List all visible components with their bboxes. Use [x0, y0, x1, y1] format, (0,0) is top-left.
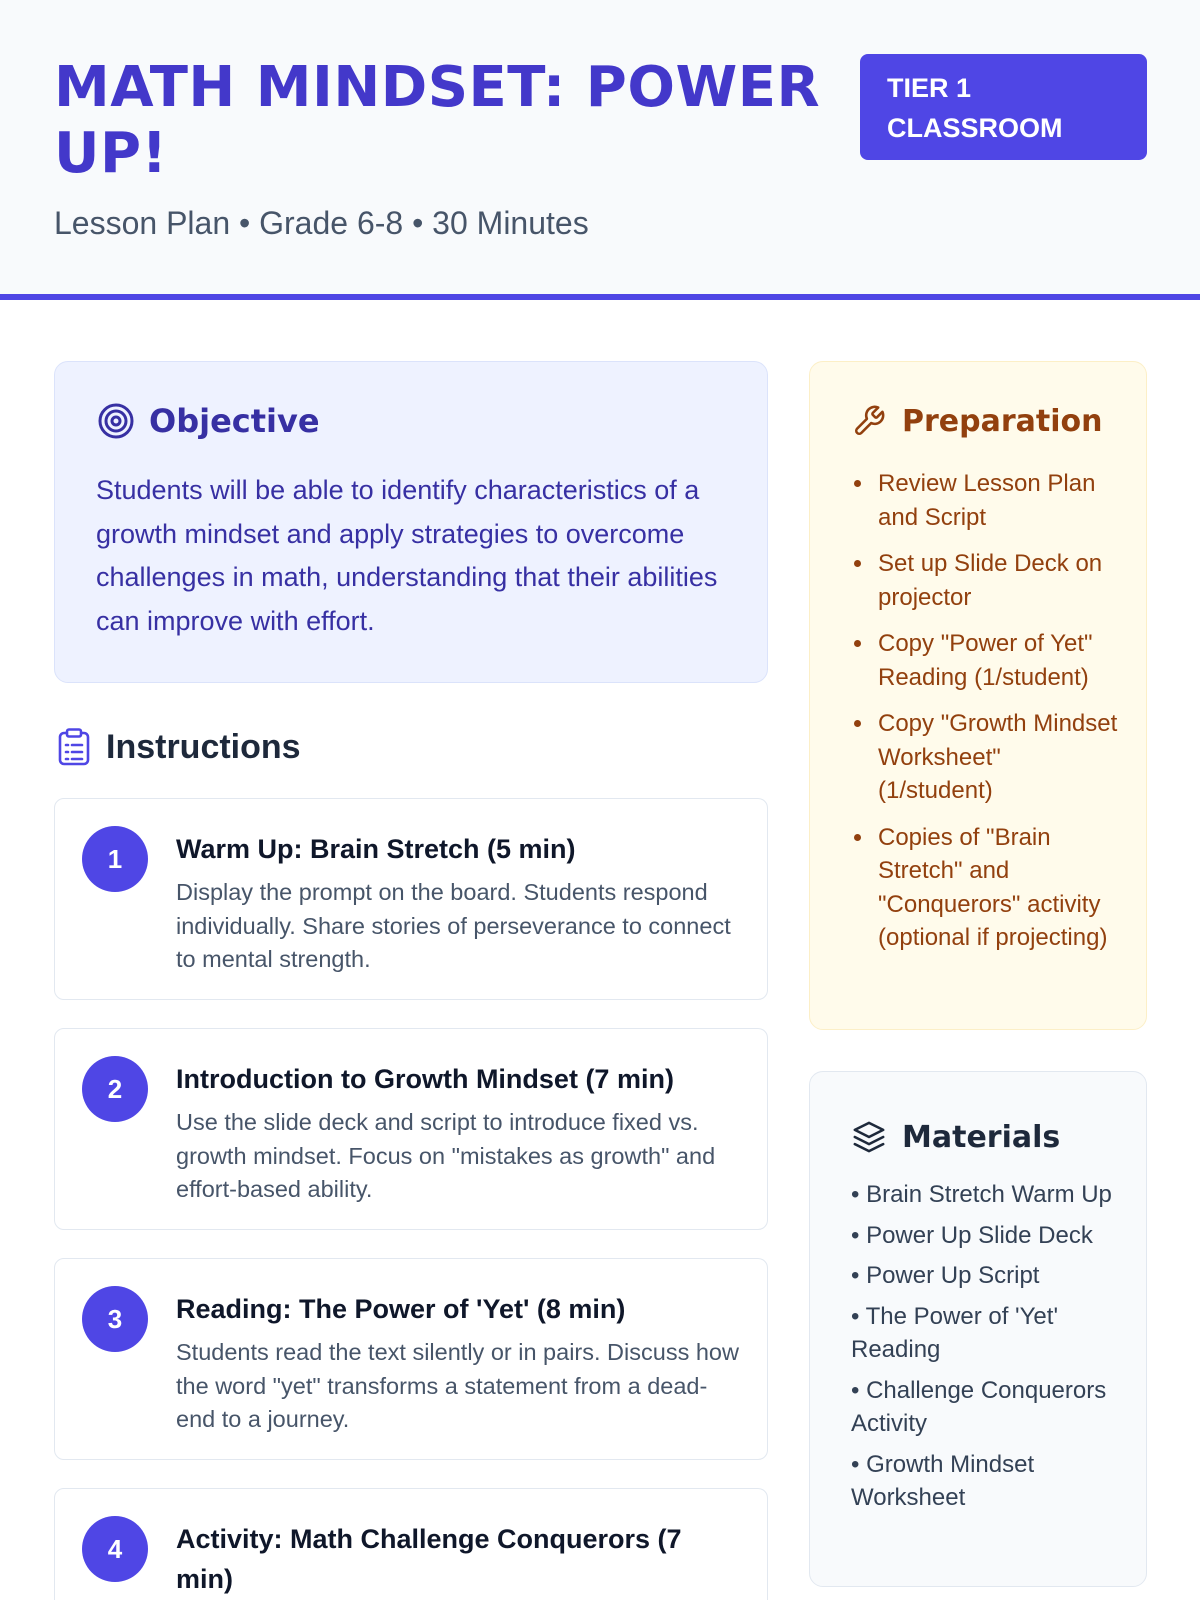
- list-item: • Brain Stretch Warm Up: [851, 1181, 1112, 1208]
- step-title: Introduction to Growth Mindset (7 min): [176, 1064, 674, 1094]
- instruction-step: [54, 1258, 768, 1460]
- objective-header: [97, 402, 320, 440]
- list-item: • Power Up Slide Deck: [851, 1221, 1093, 1249]
- step-title: Reading: The Power of 'Yet' (8 min): [176, 1294, 626, 1324]
- materials-card: [809, 1071, 1147, 1587]
- materials-heading: Materials: [902, 1119, 1061, 1155]
- clipboard-icon: [56, 727, 92, 767]
- preparation-list: [851, 467, 1121, 968]
- list-item: Copy "Power of Yet" Reading (1/student): [851, 627, 1121, 694]
- list-item: Copies of "Brain Stretch" and "Conquerors" activity (optional if projecting): [851, 821, 1121, 955]
- list-item: Copy "Growth Mindset Worksheet" (1/student): [851, 707, 1121, 808]
- step-title: Activity: Math Challenge Conquerors (7 min): [176, 1524, 682, 1594]
- preparation-heading: Preparation: [902, 403, 1103, 439]
- target-icon: [97, 402, 135, 440]
- list-item: • Challenge Conquerors Activity: [851, 1376, 1107, 1437]
- page-subtitle: Lesson Plan • Grade 6-8 • 30 Minutes: [54, 205, 589, 241]
- preparation-card: [809, 361, 1147, 1030]
- instruction-step: [54, 1488, 768, 1600]
- step-description: Display the prompt on the board. Students respond individually. Share stories of perseverance to connect to mental strength.: [176, 879, 731, 972]
- list-item: • Growth Mindset Worksheet: [851, 1450, 1035, 1511]
- list-item: Review Lesson Plan and Script: [851, 467, 1121, 534]
- materials-header: [850, 1118, 1060, 1156]
- step-description: Use the slide deck and script to introduce fixed vs. growth mindset. Focus on "mistakes as growth" and effort-based ability.: [176, 1109, 716, 1202]
- wrench-icon: [850, 402, 888, 440]
- objective-heading: Objective: [149, 402, 320, 440]
- step-number-badge: 2: [82, 1056, 148, 1122]
- instructions-heading: Instructions: [106, 727, 301, 766]
- objective-text: Students will be able to identify characteristics of a growth mindset and apply strategies to overcome challenges in math, understanding that their abilities can improve with effort.: [96, 475, 718, 636]
- tier-badge: TIER 1 CLASSROOM: [860, 54, 1147, 160]
- page-title: MATH MINDSET: POWER UP!: [54, 55, 821, 186]
- layers-icon: [850, 1118, 888, 1156]
- step-number-badge: 1: [82, 826, 148, 892]
- list-item: • Power Up Script: [851, 1262, 1040, 1289]
- list-item: • The Power of 'Yet' Reading: [851, 1302, 1059, 1363]
- objective-card: [54, 361, 768, 683]
- page-header: [0, 0, 1200, 300]
- instruction-step: [54, 1028, 768, 1230]
- instructions-header: [56, 727, 301, 767]
- list-item: Set up Slide Deck on projector: [851, 547, 1121, 614]
- step-description: Students read the text silently or in pairs. Discuss how the word "yet" transforms a statement from a dead-end to a journey.: [176, 1339, 739, 1432]
- instruction-step: [54, 798, 768, 1000]
- step-number-badge: 4: [82, 1516, 148, 1582]
- step-number-badge: 3: [82, 1286, 148, 1352]
- step-title: Warm Up: Brain Stretch (5 min): [176, 834, 576, 864]
- preparation-header: [850, 402, 1102, 440]
- materials-list: [851, 1178, 1113, 1522]
